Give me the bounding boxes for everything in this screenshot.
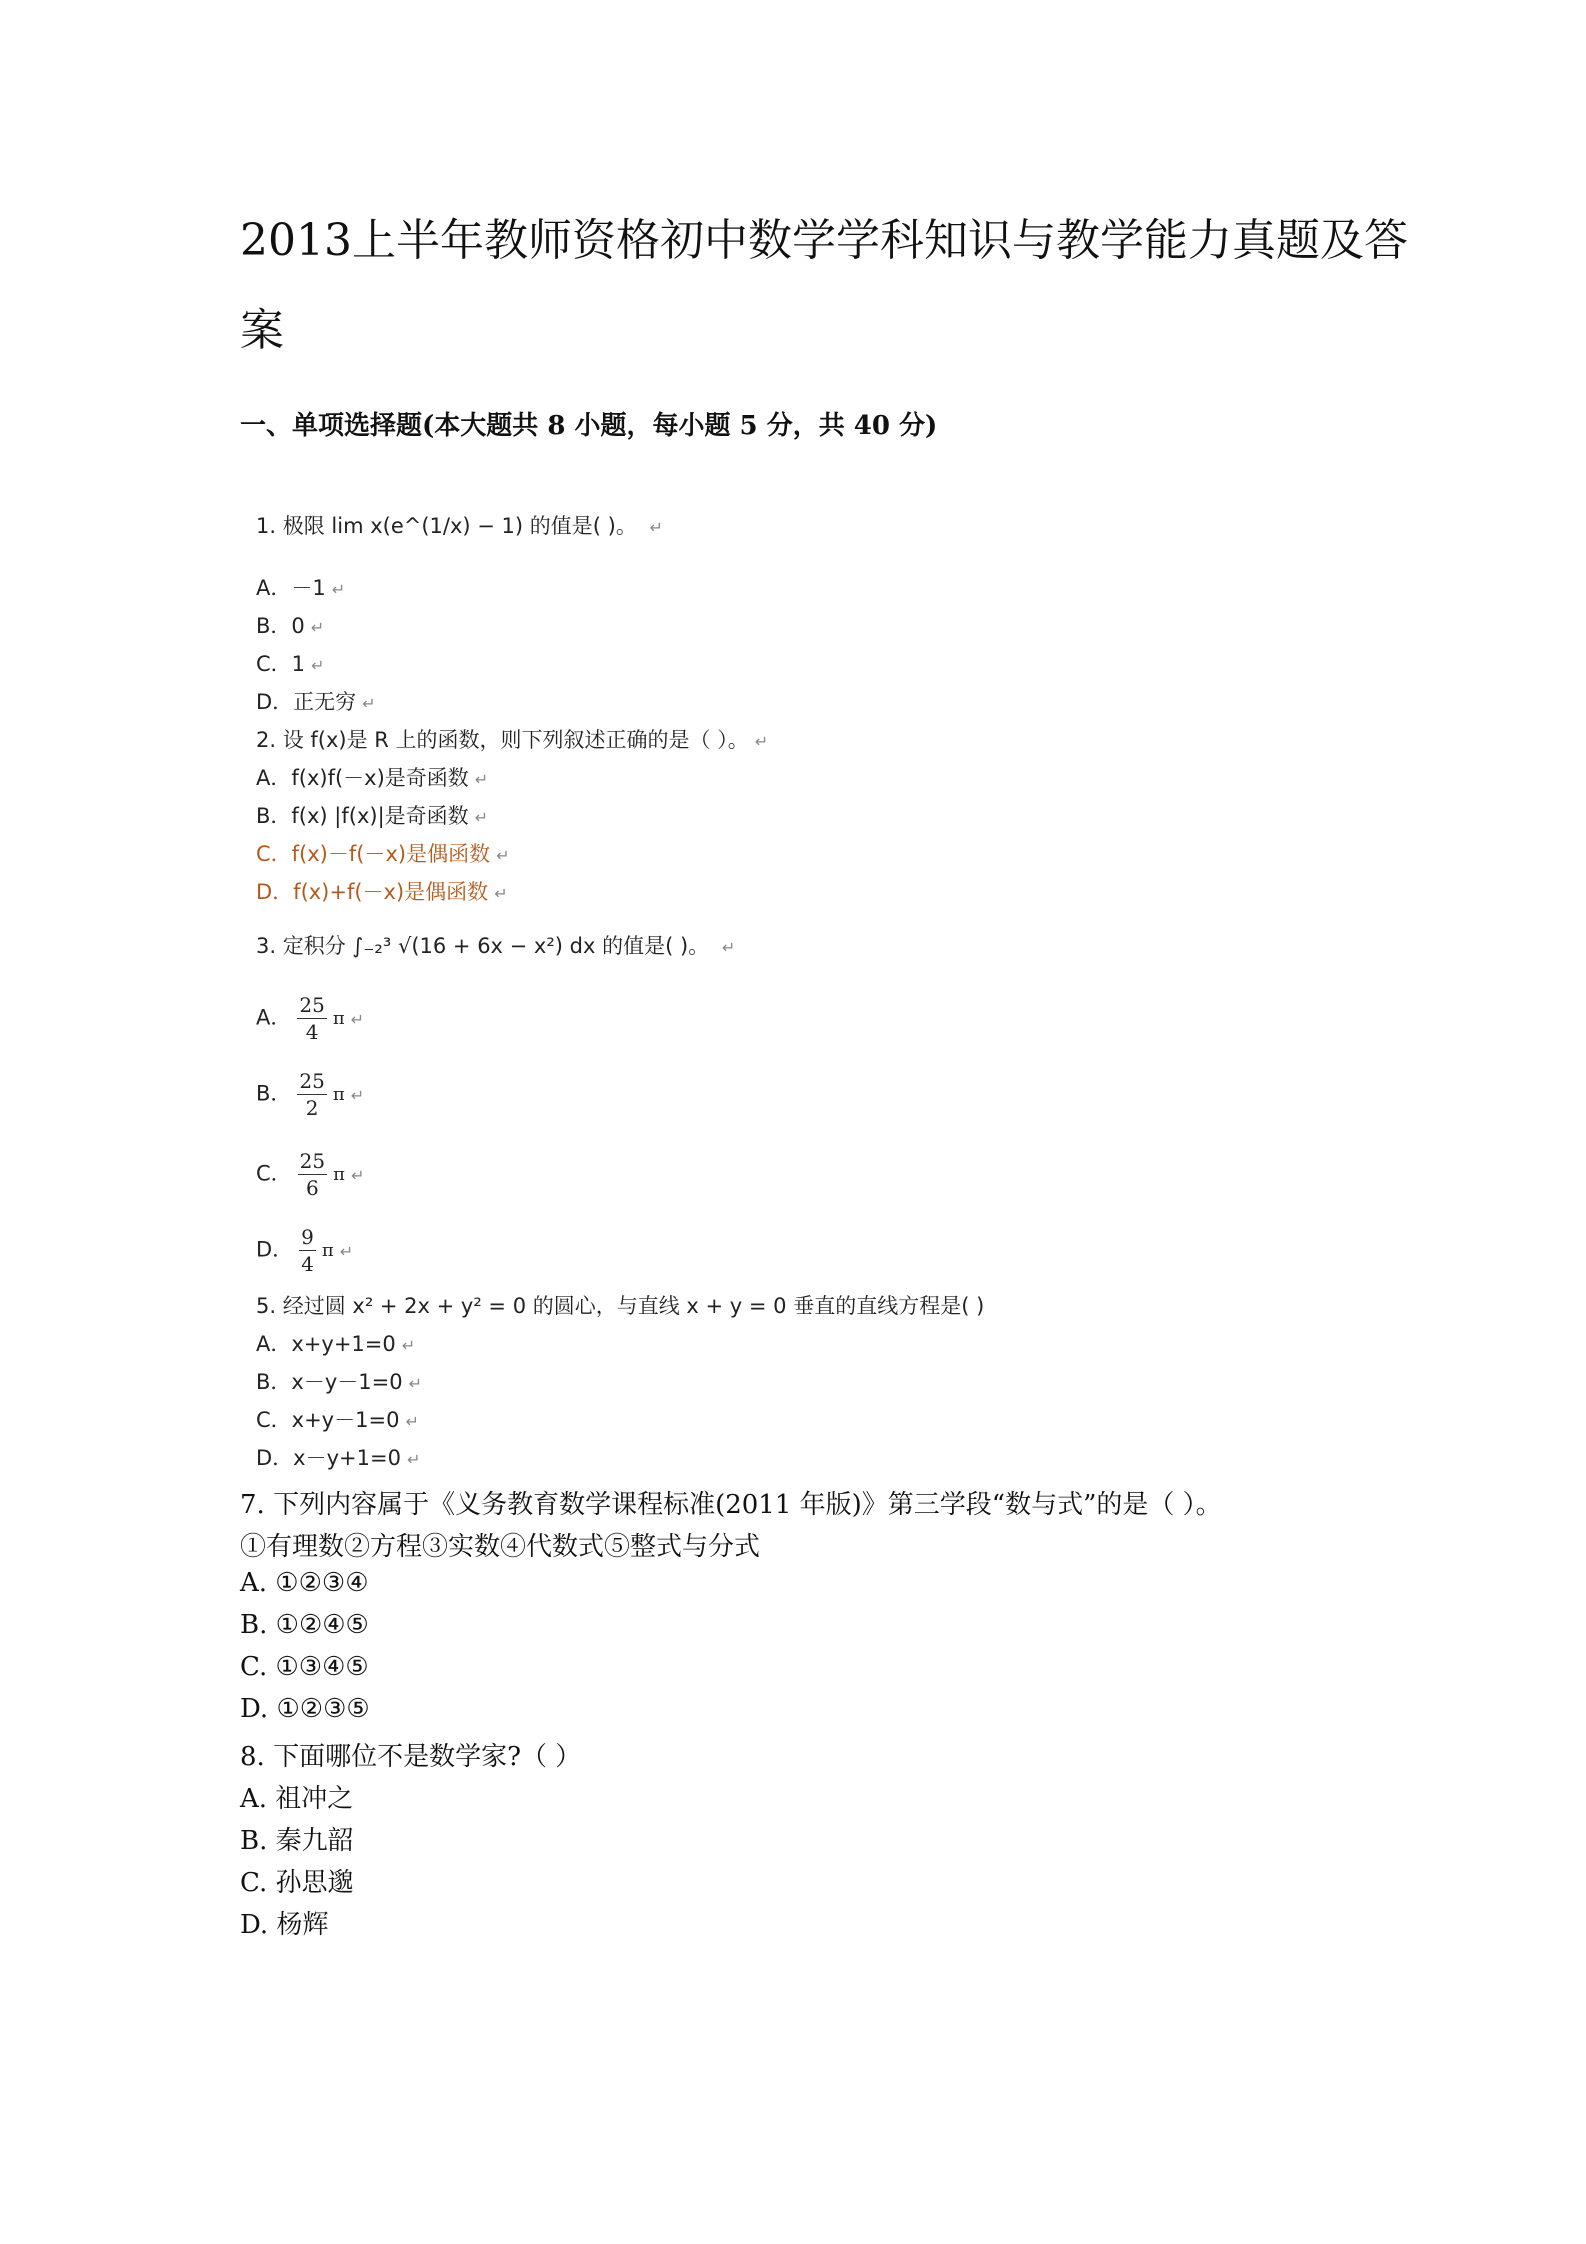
q2-option-d: D．f(x)+f(－x)是偶函数 ↵ (256, 880, 508, 904)
q7-option-d: D. ①②③⑤ (240, 1694, 370, 1724)
document-title: 2013上半年教师资格初中数学学科知识与教学能力真题及答案 (240, 215, 1408, 356)
question-3: 3. 定积分 ∫₋₂³ √(16 + 6x − x²) dx 的值是( )。 ↵ (256, 934, 736, 958)
q1-option-b: B．0 ↵ (256, 614, 325, 638)
question-3-number: 3. (256, 934, 277, 958)
q7-option-b: B. ①②④⑤ (240, 1610, 369, 1640)
return-mark: ↵ (649, 518, 663, 537)
question-7: 7. 下列内容属于《义务教育数学课程标准(2011 年版)》第三学段“数与式”的是（ ）。 (240, 1490, 1222, 1520)
q5-option-a: A．x+y+1=0 ↵ (256, 1332, 416, 1356)
q3-option-b: B． $\frac{25}{2}$ π ↵ (256, 1069, 365, 1120)
question-8: 8. 下面哪位不是数学家?（ ） (240, 1742, 582, 1772)
q8-option-b: B. 秦九韶 (240, 1826, 354, 1856)
question-7-subtext: ①有理数②方程③实数④代数式⑤整式与分式 (240, 1532, 761, 1562)
q7-option-c: C. ①③④⑤ (240, 1652, 369, 1682)
q2-option-c: C．f(x)－f(－x)是偶函数 ↵ (256, 842, 510, 866)
question-5: 5. 经过圆 x² + 2x + y² = 0 的圆心，与直线 x + y = 0 垂直的直线方程是( ) (256, 1294, 985, 1318)
question-1-number: 1. (256, 514, 277, 538)
q5-option-d: D．x－y+1=0 ↵ (256, 1446, 421, 1470)
question-2: 2. 设 f(x)是 R 上的函数，则下列叙述正确的是（ ）。 ↵ (256, 728, 769, 752)
q5-option-b: B．x－y－1=0 ↵ (256, 1370, 422, 1394)
question-1-text: 极限 lim x(e^(1/x) − 1) 的值是( )。 (282, 514, 637, 538)
q8-option-c: C. 孙思邈 (240, 1868, 354, 1898)
q3-option-c: C． $\frac{25}{6}$ π ↵ (256, 1149, 365, 1200)
q3-option-a: A． $\frac{25}{4}$ π ↵ (256, 993, 365, 1044)
q3-option-d: D． $\frac{9}{4}$ π ↵ (256, 1225, 354, 1276)
q5-option-c: C．x+y－1=0 ↵ (256, 1408, 419, 1432)
q1-option-c: C．1 ↵ (256, 652, 325, 676)
q2-option-b: B．f(x) |f(x)|是奇函数 ↵ (256, 804, 489, 828)
q7-option-a: A. ①②③④ (240, 1568, 369, 1598)
q2-option-a: A．f(x)f(－x)是奇函数 ↵ (256, 766, 489, 790)
question-1 (256, 510, 663, 540)
q1-option-d: D．正无穷 ↵ (256, 690, 376, 714)
section-heading: 一、单项选择题(本大题共 8 小题，每小题 5 分，共 40 分) (240, 411, 938, 441)
q8-option-d: D. 杨辉 (240, 1910, 329, 1940)
q8-option-a: A. 祖冲之 (240, 1784, 354, 1814)
q1-option-a: A．－1 ↵ (256, 576, 346, 600)
question-3-text: 定积分 ∫₋₂³ √(16 + 6x − x²) dx 的值是( )。 (282, 934, 710, 958)
